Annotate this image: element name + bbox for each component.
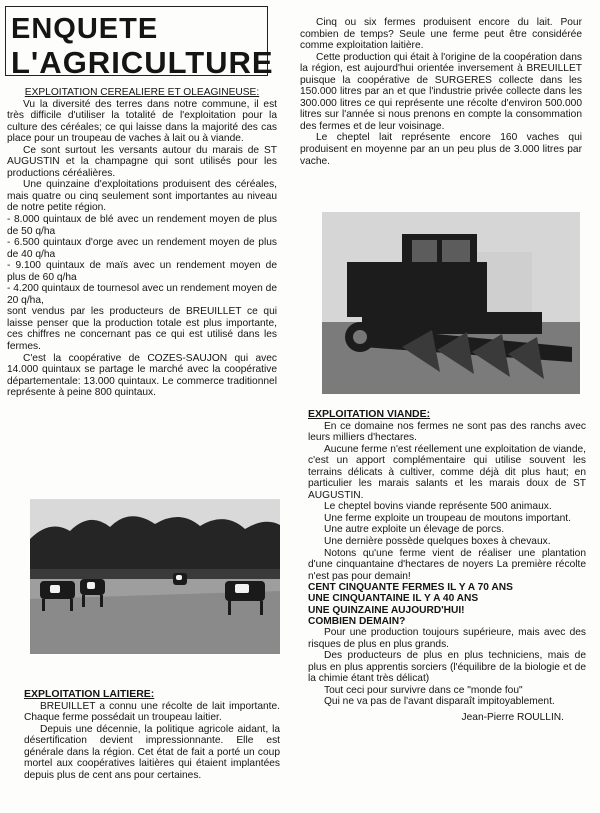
list-item: - 9.100 quintaux de maïs avec un rendement moyen de plus de 60 q/ha — [7, 260, 277, 283]
paragraph: Une autre exploite un élevage de porcs. — [324, 524, 505, 536]
caps-line: COMBIEN DEMAIN? — [308, 615, 406, 627]
caps-line: CENT CINQUANTE FERMES IL Y A 70 ANS — [308, 582, 513, 594]
paragraph: Une dernière possède quelques boxes à chevaux. — [324, 536, 551, 548]
paragraph: Cinq ou six fermes produisent encore du lait. Pour combien de temps? Seule une ferme peut être considérée comme exploitation laitière. — [300, 17, 582, 52]
paragraph: sont vendus par les producteurs de BREUILLET ce qui laisse penser que la production totale est plus importante, ces chiffres ne concernant pas ce qui est utilisé dans les fermes. — [7, 306, 277, 353]
list-item: - 6.500 quintaux d'orge avec un rendement moyen de plus de 40 q/ha — [7, 237, 277, 260]
cows-photo — [30, 499, 280, 654]
paragraph: Pour une production toujours supérieure, mais avec des risques de plus en plus grands. — [308, 627, 586, 650]
left-column — [7, 87, 277, 399]
paragraph: Une ferme exploite un troupeau de moutons important. — [324, 512, 571, 524]
caps-line: UNE CINQUANTAINE IL Y A 40 ANS — [308, 593, 479, 605]
list-item: - 4.200 quintaux de tournesol avec un rendement moyen de 20 q/ha, — [7, 283, 277, 306]
harvester-photo — [322, 212, 580, 394]
paragraph: Une quinzaine d'exploitations produisent des céréales, mais quatre ou cinq seulement sont importantes au niveau de notre petite région. — [7, 179, 277, 214]
section-heading-viande: EXPLOITATION VIANDE: — [308, 408, 431, 420]
paragraph: Ce sont surtout les versants autour du marais de ST AUGUSTIN et la champagne qui sont utilisés pour les productions céréalières. — [7, 144, 277, 179]
paragraph: En ce domaine nos fermes ne sont pas des ranchs avec leurs milliers d'hectares. — [308, 420, 586, 444]
paragraph: Tout ceci pour survivre dans ce "monde fou" — [324, 684, 523, 696]
title-box — [5, 6, 274, 80]
paragraph: Le cheptel bovins viande représente 500 animaux. — [324, 501, 552, 513]
paragraph: BREUILLET a connu une récolte de lait importante. Chaque ferme possédait un troupeau laitier. — [24, 700, 280, 724]
viande-section — [308, 409, 586, 723]
signature: Jean-Pierre ROULLIN. — [461, 711, 564, 723]
title-line-2: L'AGRICULTURE — [11, 45, 274, 80]
section-heading-cereales: EXPLOITATION CEREALIERE ET OLEAGINEUSE: — [24, 87, 260, 98]
paragraph: Qui ne va pas de l'avant disparaît impitoyablement. — [324, 696, 555, 708]
caps-line: UNE QUINZAINE AUJOURD'HUI! — [308, 604, 465, 616]
section-heading-laitiere: EXPLOITATION LAITIERE: — [24, 688, 155, 700]
laitiere-section — [24, 689, 280, 781]
title-line-1: ENQUETE — [11, 13, 159, 45]
paragraph: Le cheptel lait représente encore 160 vaches qui produisent en moyenne par an un peu plus de 3.000 litres par vache. — [300, 132, 582, 167]
right-column-top — [300, 17, 582, 167]
paragraph: Des producteurs de plus en plus techniciens, mais de plus en plus apprentis sorciers (l'équilibre de la biologie et de la chimie étant très délicat) — [308, 650, 586, 685]
paragraph: C'est la coopérative de COZES-SAUJON qui avec 14.000 quintaux se partage le marché avec la coopérative départementale: 13.000 quintaux. Le commerce traditionnel représente à peine 800 quintaux. — [7, 352, 277, 399]
list-item: - 8.000 quintaux de blé avec un rendement moyen de plus de 50 q/ha — [7, 214, 277, 237]
paragraph: Depuis une décennie, la politique agricole aidant, la désertification devient impressionnante. Elle est générale dans la région. Cet état de fait a porté un coup mortel aux coopératives laitières qui étaient implantées depuis plus de cent ans pour certaines. — [24, 723, 280, 781]
paragraph: Vu la diversité des terres dans notre commune, il est très difficile d'utiliser la totalité de l'exploitation pour la culture des céréales; ce qui laisse dans la majorité des cas place pour un troupeau de vaches à lait ou à viande. — [7, 98, 277, 145]
paragraph: Cette production qui était à l'origine de la coopération dans la région, est aujourd'hui orientée inversement à BREUILLET puisque la coopérative de SURGERES collecte dans les 150.000 litres par an et que l'industrie privée collecte dans les 300.000 litres ce qui représente une récolte d'environ 500.000 litres sur l'année si nous prenons en compte la consommation des fermes et de leur voisinage. — [300, 51, 582, 132]
paragraph: Aucune ferme n'est réellement une exploitation de viande, c'est un apport complémentaire qui utilise souvent les terrains délicats à cultiver, comme déjà dit plus haut; en particulier les marais salants et les marais doux de ST AUGUSTIN. — [308, 443, 586, 501]
paragraph: Notons qu'une ferme vient de réaliser une plantation d'une cinquantaine d'hectares de noyers La première récolte n'est pas pour demain! — [308, 547, 586, 582]
